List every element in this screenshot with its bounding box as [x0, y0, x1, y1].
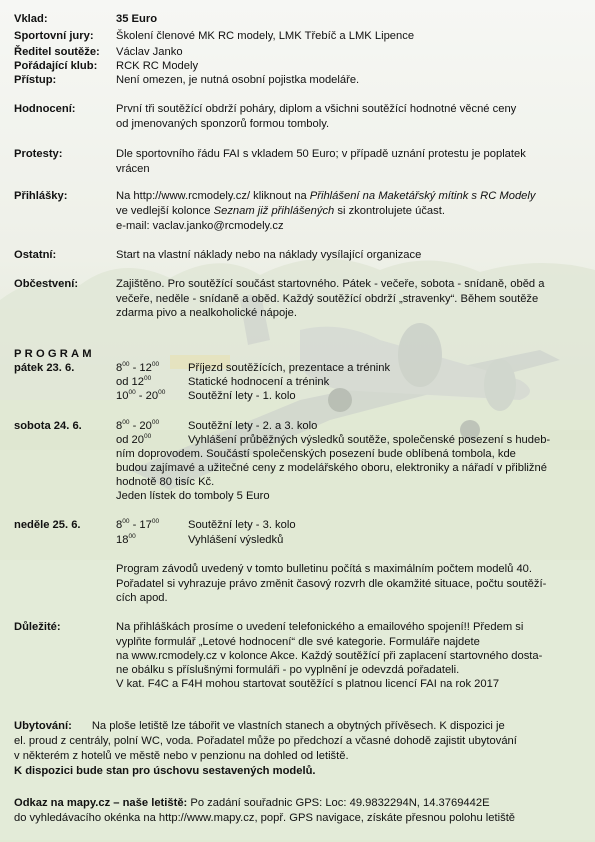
time-minutes: 00 [128, 533, 136, 540]
time-slot [116, 433, 151, 447]
event-text: Soutěžní lety - 1. kolo [188, 390, 296, 402]
time-slot [116, 533, 136, 547]
time-slot [116, 389, 165, 403]
time-minutes: 00 [144, 375, 152, 382]
odkaz-line-1 [14, 796, 490, 810]
dulezite-line: vyplňte formulář „Letové hodnocení“ dle své kategorie. Formuláře najdete [116, 636, 480, 648]
event-text: Vyhlášení průběžných výsledků soutěže, společenské posezení s hudeb- [188, 434, 551, 446]
obcerstveni-line: zdarma pivo a nealkoholické nápoje. [116, 307, 297, 319]
ubytovani-stan: K dispozici bude stan pro úschovu sestavených modelů. [14, 765, 316, 777]
time-hour: 17 [139, 519, 152, 531]
event-text: Soutěžní lety - 3. kolo [188, 519, 296, 531]
event-text: Příjezd soutěžících, prezentace a trénink [188, 362, 391, 374]
time-minutes: 00 [151, 518, 160, 525]
event-text: Vyhlášení výsledků [188, 534, 284, 546]
time-minutes: 00 [144, 433, 152, 440]
ostatni-value: Start na vlastní náklady nebo na náklady vysílající organizace [116, 249, 422, 261]
vklad-label: Vklad: [14, 13, 48, 25]
program-note-line: Program závodů uvedený v tomto bulletinu počítá s maximálním počtem modelů 40. [116, 563, 533, 575]
day-label: neděle 25. 6. [14, 519, 81, 531]
time-minutes: 00 [158, 389, 166, 396]
prihlasky-url-text: Na http://www.rcmodely.cz/ kliknout na [116, 190, 310, 202]
hodnoceni-line: První tři soutěžící obdrží poháry, diplom a všichni soutěžící hodnotné věcné ceny [116, 103, 517, 115]
time-hour: od 12 [116, 376, 144, 388]
reditel-label: Ředitel soutěže: [14, 46, 100, 58]
ubytovani-line: el. proud z centrály, polní WC, voda. Pořadatel může po předchozí a včasné dohodě zajistit ubytování [14, 735, 517, 747]
prihlasky-text: si zkontrolujete účast. [334, 205, 445, 217]
time-hour: 20 [139, 420, 152, 432]
time-hour: 12 [139, 362, 152, 374]
time-minutes: 00 [122, 361, 130, 368]
program-heading: PROGRAM [14, 348, 95, 360]
vklad-value: 35 Euro [116, 13, 158, 25]
event-text: Statické hodnocení a trénink [188, 376, 330, 388]
jury-label: Sportovní jury: [14, 30, 94, 42]
time-slot [116, 375, 151, 389]
time-sep: - [129, 420, 140, 432]
dulezite-line: na www.rcmodely.cz v kolonce Akce. Každý soutěžící při zaplacení startovného dosta- [116, 650, 543, 662]
dulezite-line: V kat. F4C a F4H mohou startovat soutěžící s platnou licencí FAI na rok 2017 [116, 678, 500, 690]
seznam-link[interactable]: Seznam již přihlášených [213, 205, 335, 217]
time-hour: 8 [116, 362, 123, 374]
hodnoceni-label: Hodnocení: [14, 103, 76, 115]
program-note-line: cích apod. [116, 592, 168, 604]
prihlasky-line-1 [116, 189, 535, 203]
ubytovani-label: Ubytování: [14, 720, 72, 732]
event-continuation: ním doprovodem. Součástí společenských posezení bude oblíbená tombola, kde [116, 448, 516, 460]
reditel-value: Václav Janko [116, 46, 183, 58]
odkaz-gps: Po zadání souřadnic GPS: Loc: 49.9832294N, 14.3769442E [187, 797, 490, 809]
time-minutes: 00 [122, 419, 130, 426]
hodnoceni-line: od jmenovaných sponzorů formou tomboly. [116, 118, 330, 130]
obcerstveni-line: večeře, neděle - snídaně a oběd. Každý soutěžící obdrží „stravenky“. Během soutěže [116, 293, 539, 305]
time-hour: od 20 [116, 434, 144, 446]
dulezite-label: Důležité: [14, 621, 61, 633]
prihlasky-email: e-mail: vaclav.janko@rcmodely.cz [116, 220, 284, 232]
pristup-label: Přístup: [14, 74, 57, 86]
time-sep: - [129, 362, 140, 374]
ubytovani-line-1 [14, 719, 505, 733]
event-continuation: budou zajímavé a užitečné ceny z modelářského oboru, elektroniky a nářadí v přibližné [116, 462, 547, 474]
time-hour: 18 [116, 534, 129, 546]
day-label: sobota 24. 6. [14, 420, 82, 432]
event-text: Soutěžní lety - 2. a 3. kolo [188, 420, 318, 432]
pristup-value: Není omezen, je nutná osobní pojistka modeláře. [116, 74, 360, 86]
prihlasky-line-2 [116, 204, 445, 218]
event-continuation: hodnotě 80 tisíc Kč. [116, 476, 215, 488]
time-slot [116, 361, 159, 375]
protesty-label: Protesty: [14, 148, 63, 160]
time-minutes: 00 [151, 361, 160, 368]
odkaz-line-2: do vyhledávacího okénka na http://www.mapy.cz, popř. GPS navigace, získáte přesnou polohu letiště [14, 812, 516, 824]
program-note-line: Pořadatel si vyhrazuje právo změnit časový rozvrh dle okamžité situace, počtu soutěží- [116, 578, 547, 590]
time-hour: 8 [116, 519, 123, 531]
day-label: pátek 23. 6. [14, 362, 75, 374]
event-continuation: Jeden lístek do tomboly 5 Euro [116, 490, 270, 502]
time-hour: 8 [116, 420, 123, 432]
time-slot [116, 518, 159, 532]
ubytovani-line: v některém z hotelů ve městě nebo v penzionu na dohled od letiště. [14, 750, 349, 762]
time-hour: 10 [116, 390, 129, 402]
time-minutes: 00 [151, 419, 160, 426]
time-sep: - [129, 519, 140, 531]
ubytovani-text: Na ploše letiště lze tábořit ve vlastních stanech a obytných přívěsech. K dispozici je [91, 720, 505, 732]
time-sep: - [135, 390, 146, 402]
time-hour: 20 [145, 390, 159, 402]
time-slot [116, 419, 159, 433]
odkaz-label: Odkaz na mapy.cz – naše letiště: [14, 797, 188, 809]
time-minutes: 00 [128, 389, 136, 396]
time-minutes: 00 [122, 518, 130, 525]
protesty-line: Dle sportovního řádu FAI s vkladem 50 Euro; v případě uznání protestu je poplatek [116, 148, 526, 160]
dulezite-line: ne obálku s příslušnými formuláři - po vyplnění je odevzdá pořadateli. [116, 664, 460, 676]
prihlasky-text: ve vedlejší kolonce [116, 205, 214, 217]
obcerstveni-line: Zajištěno. Pro soutěžící součást startovného. Pátek - večeře, sobota - snídaně, oběd a [116, 278, 545, 290]
klub-value: RCK RC Modely [116, 60, 199, 72]
ostatni-label: Ostatní: [14, 249, 57, 261]
prihlasky-link[interactable]: Přihlášení na Maketářský mítink s RC Modely [309, 190, 536, 202]
prihlasky-label: Přihlášky: [14, 190, 68, 202]
protesty-line: vrácen [116, 163, 150, 175]
dulezite-line: Na přihláškách prosíme o uvedení telefonického a emailového spojení!! Předem si [116, 621, 524, 633]
jury-value: Školení členové MK RC modely, LMK Třebíč a LMK Lipence [116, 30, 415, 42]
klub-label: Pořádající klub: [14, 60, 98, 72]
obcerstveni-label: Občestvení: [14, 278, 79, 290]
